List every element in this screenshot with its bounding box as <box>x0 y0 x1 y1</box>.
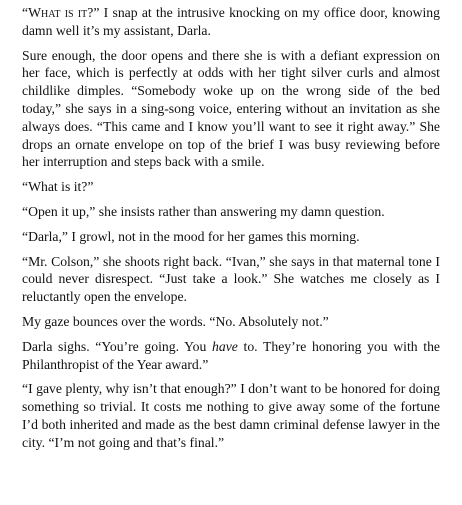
text-span: Darla sighs. “You’re going. You <box>22 338 213 354</box>
paragraph-9 <box>22 380 440 451</box>
paragraph-2 <box>22 47 440 172</box>
emphasis-span: have <box>212 338 238 354</box>
small-caps-span: hat is it? <box>41 5 94 20</box>
text-span: Sure enough, the door opens and there she is with a defiant expression on her face, which is perfectly at odds with her tight silver curls and almost childlike dimples. “Somebody woke up on the wrong side of the bed today,” she says in a sing-song voice, entering without an invitation as she always does. “This came and I know you’ll want to see it right away.” She drops an ornate envelope on top of the brief I was busy reviewing before her interruption and steps back with a smile. <box>22 47 440 170</box>
text-span: “W <box>22 5 41 20</box>
text-span: “Mr. Colson,” she shoots right back. “Ivan,” she says in that maternal tone I could never disrespect. “Just take a look.” She watches me closely as I reluctantly open the envelope. <box>22 253 440 305</box>
paragraph-4 <box>22 203 440 221</box>
text-span: “I gave plenty, why isn’t that enough?” I don’t want to be honored for doing something so trivial. It costs me nothing to give away some of the fortune I’d both inherited and made as the best damn criminal defense lawyer in the city. “I’m not going and that’s final.” <box>22 381 440 450</box>
paragraph-3 <box>22 178 440 196</box>
text-span: “What is it?” <box>22 179 94 195</box>
paragraph-1 <box>22 4 440 40</box>
text-span: ” I snap at the intrusive knocking on my office door, knowing damn well it’s my assistant, Darla. <box>22 5 440 38</box>
text-span: “Open it up,” she insists rather than answering my damn question. <box>22 203 385 219</box>
paragraph-7 <box>22 313 440 331</box>
paragraph-6 <box>22 253 440 306</box>
paragraph-5 <box>22 228 440 246</box>
text-span: “Darla,” I growl, not in the mood for her games this morning. <box>22 228 360 244</box>
text-span: to. They’re honoring you with the Philanthropist of the Year award.” <box>22 338 440 372</box>
text-span: My gaze bounces over the words. “No. Absolutely not.” <box>22 313 329 329</box>
paragraph-8 <box>22 338 440 374</box>
